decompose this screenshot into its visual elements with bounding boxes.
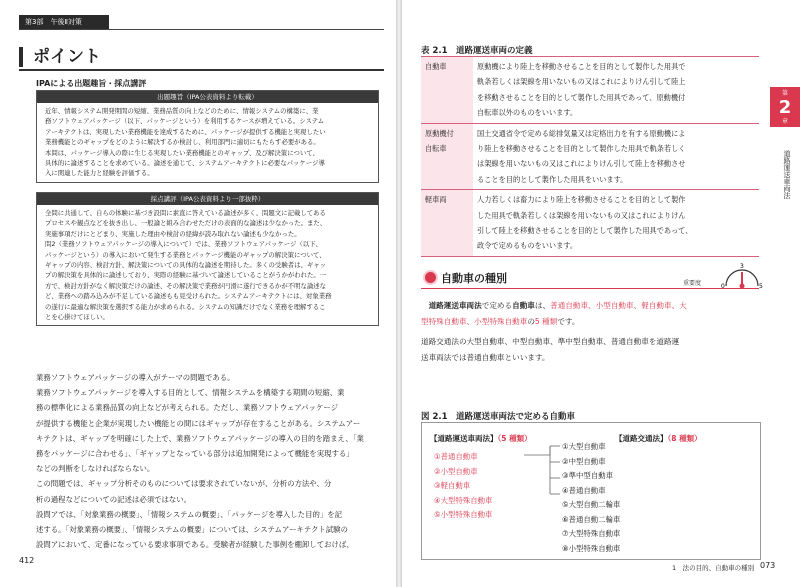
review-box-heading: 採点講評（IPA公表資料より一部抜粋） <box>37 193 378 205</box>
part-header: 第3部 午後Ⅱ対策 <box>19 15 109 29</box>
purpose-line: 本問は、パッケージ導入の際に生じる実現したい業務機能とのギャップ、及び解決策について、 <box>45 148 319 157</box>
table-key-cell: 原動機付 自転車 <box>421 123 473 190</box>
text-fragment: です。 <box>557 316 580 326</box>
book-gutter <box>396 0 402 587</box>
fig-right-item: ⑦大型特殊自動車 <box>562 529 621 538</box>
fig-right-count: （8 種類） <box>667 434 702 443</box>
review-line: とを心掛けてほしい。 <box>45 313 109 322</box>
gauge-tick-max: 5 <box>759 283 763 290</box>
body-line: 設問アでは、「対象業務の概要」、「情報システムの概要」、「パッケージを導入した目的」を記 <box>36 509 343 519</box>
purpose-box <box>36 90 379 183</box>
body-line: が提供する機能と企業が実現したい機能との間にはギャップが存在することがある。システムアー <box>36 418 361 428</box>
body-line: 述する。「対象業務の概要」、「情報システムの概要」については、システムアーキテクト試験の <box>36 525 348 535</box>
body-line: 析の過程などについての記述は必須ではない。 <box>36 494 192 504</box>
fig-left-count: （5 種類） <box>497 434 532 443</box>
text-fragment: の <box>527 316 535 326</box>
body-line: などの判断をしなければならない。 <box>36 464 155 474</box>
review-box <box>36 192 379 326</box>
purpose-line: 業務機能とのギャップをどのように解決するか検討し、利用部門に適切にもたらす必要がある。 <box>45 138 320 147</box>
text-fragment: は、 <box>534 301 551 310</box>
title-accent-bar <box>19 47 23 67</box>
review-line: ギャップの内容、検討方針、解決策についての具体的な論述を期待した。多くの受験者は、ギャッ <box>45 261 327 270</box>
review-line: プロセスや観点などを抜き出し、一般論と組み合わせただけの表面的な論述は少なかった。また、 <box>45 219 327 228</box>
gauge-tick-mid: 3 <box>740 263 744 270</box>
fig-right-header-text: 【道路交通法】 <box>615 434 668 443</box>
review-line: プの解決策を具体的に論述しており、実際の経験に基づいて論述していることがうかがわれた。一 <box>45 271 327 280</box>
page-title: ポイント <box>33 47 101 67</box>
fig-right-item: ⑤大型自動二輪車 <box>562 500 621 509</box>
table-value-cell: 国土交通省令で定める総排気量又は定格出力を有する原動機によ り陸上を移動させることを目的として製作した用具で軌条若しく は架線を用いないもの又はこれによりけん引して陸上を移動させ ることを目的として製作した用具をいいます。 <box>473 123 759 190</box>
definition-table <box>421 56 759 257</box>
table-key-cell: 自動車 <box>421 57 473 124</box>
figure-box <box>421 422 761 560</box>
header-rule <box>19 29 384 30</box>
text-fragment: で定める <box>481 301 513 310</box>
table-value-cell: 人力若しくは畜力により陸上を移動させることを目的として製作 した用具で軌条若しくは架線を用いないもの又はこれによりけん 引して陸上を移動させることを目的として製作した用具であって、 政令で定めるものをいいます。 <box>473 190 759 257</box>
fig-left-item: ①普通自動車 <box>434 452 478 461</box>
paragraph2-line: 送車両法では普通自動車といいます。 <box>421 352 550 362</box>
section-heading <box>421 268 759 289</box>
chapter-side-label: 道路運送車両法 <box>783 150 791 199</box>
mapping-bracket-icon <box>422 423 760 559</box>
purpose-line: 入に関連した能力と経験を評価する。 <box>45 169 154 178</box>
table-value-cell: 原動機により陸上を移動させることを目的として製作した用具で 軌条若しくは架線を用いないもの又はこれによりけん引して陸上 を移動させることを目的として製作した用具であって、原動機付 自転車以外のものをいいます。 <box>473 57 759 124</box>
table-row <box>421 123 759 190</box>
subtitle: IPAによる出題趣旨・採点講評 <box>36 79 147 88</box>
purpose-line: 具体的に論述することを求めている。論述を通じて、システムアーキテクトに必要なパッケージ導 <box>45 159 325 168</box>
fig-left-item: ②小型自動車 <box>434 466 478 476</box>
review-line: 実施事項だけにとどまり、実施した理由や検討の経緯が読み取れない論述も少なかった。 <box>45 229 301 238</box>
fig-left-header-text: 【道路運送車両法】 <box>430 434 498 443</box>
chapter-tab-prefix: 第 <box>781 90 788 97</box>
body-line: 務の標準化による業務品質の向上などが考えられる。ただし、業務ソフトウェアパッケージ <box>36 403 338 413</box>
fig-right-item: ④普通自動車 <box>562 485 606 495</box>
table-title: 表 2.1 道路運送車両の定義 <box>421 46 533 56</box>
fig-right-item: ②中型自動車 <box>562 456 606 466</box>
left-page <box>0 0 396 587</box>
review-line: 全問に共通して、自らの体験に基づき設問に素直に答えている論述が多く、問題文に記載してある <box>45 209 326 217</box>
purpose-box-heading: 出題趣旨（IPA公表資料より転載） <box>37 91 378 103</box>
figure-title: 図 2.1 道路運送車両法で定める自動車 <box>421 412 576 422</box>
table-key-cell: 軽車両 <box>421 190 473 257</box>
highlight-types-2: 型特殊自動車、小型特殊自動車 <box>421 316 528 326</box>
body-line: この問題では、ギャップ分析そのものについては要求されていないが、分析の方法や、分 <box>36 479 332 489</box>
section-title: 自動車の種別 <box>441 272 507 285</box>
section-bullet-icon <box>425 272 436 283</box>
chapter-tab <box>770 87 800 127</box>
page-number-left: 412 <box>19 556 35 565</box>
footer-section: 1 法の目的、自動車の種別 <box>672 564 755 572</box>
purpose-line: 務ソフトウェアパッケージ（以下、パッケージという）を利用するケースが増えている。システム <box>45 117 325 126</box>
fig-right-item: ⑥普通自動二輪車 <box>562 514 621 524</box>
page-number-right: 073 <box>760 561 776 570</box>
fig-left-item: ⑤小型特殊自動車 <box>434 510 493 519</box>
chapter-number: 2 <box>778 97 792 118</box>
importance-label: 重要度 <box>683 280 702 287</box>
body-line: キテクトは、ギャップを明確にした上で、業務ソフトウェアパッケージの導入の目的を踏まえ、「業 <box>36 433 364 443</box>
review-line: 方で、検討方針がなく解決策だけの論述、その解決策で業務が円滑に遂行できるかが不明な論述な <box>45 281 327 290</box>
review-box-body <box>37 205 378 325</box>
chapter-tab-suffix: 章 <box>781 118 788 125</box>
paragraph2-line: 道路交通法の大型自動車、中型自動車、準中型自動車、普通自動車を道路運 <box>421 337 680 346</box>
gauge-tick-min: 0 <box>721 283 725 290</box>
purpose-line: アーキテクトは、実現したい業務機能を達成するために、パッケージが提供する機能と実現したい <box>45 127 326 136</box>
body-line: 設問アにおいて、定番になっている要求事項である。受験者が経験した事例を棚卸しておけば、 <box>36 540 354 550</box>
review-line: ど、業務への踏み込みが不足している論述もも見受けられた。システムアーキテクトには、対象業務 <box>45 292 332 301</box>
purpose-line: 近年、情報システム開発期間の短縮、業務品質の向上などのために、情報システムの構築に、業 <box>45 107 319 115</box>
purpose-box-body <box>37 103 378 182</box>
fig-left-item: ③軽自動車 <box>434 481 471 490</box>
highlight-count: 5 種類 <box>534 316 558 326</box>
term-automobile: 自動車 <box>512 301 535 310</box>
section-paragraph-2 <box>421 334 759 365</box>
fig-right-item: ③準中型自動車 <box>562 471 613 480</box>
section-paragraph-1 <box>421 298 759 329</box>
fig-right-item: ⑧小型特殊自動車 <box>562 543 621 553</box>
fig-right-item: ①大型自動車 <box>562 442 606 451</box>
point-title-bar <box>19 46 384 71</box>
review-line: 問2（業務ソフトウェアパッケージの導入について）では、業務ソフトウェアパッケージ（以下、 <box>45 240 322 249</box>
importance-gauge-icon <box>718 260 766 290</box>
body-line: 業務ソフトウェアパッケージの導入がテーマの問題である。 <box>36 373 235 382</box>
table-row <box>421 57 759 124</box>
table-row <box>421 190 759 257</box>
highlight-types-1: 普通自動車、小型自動車、軽自動車、大 <box>550 301 687 310</box>
fig-left-item: ④大型特殊自動車 <box>434 495 493 505</box>
review-line: の遂行に最適な解決策を選択する能力が求められる。システムの知識だけでなく業務を理解するこ <box>45 302 326 311</box>
review-line: パッケージという）の導入において発生する業務とパッケージ機能のギャップの解決策について、 <box>45 250 326 259</box>
term-law: 道路運送車両法 <box>428 301 482 310</box>
body-line: 業務ソフトウェアパッケージを導入する目的として、情報システムを構築する期間の短縮、業 <box>36 388 345 398</box>
body-text <box>36 370 377 552</box>
body-line: 務をパッケージに合わせる」、「ギャップとなっている部分は追加開発によって機能を実現する」 <box>36 449 354 459</box>
